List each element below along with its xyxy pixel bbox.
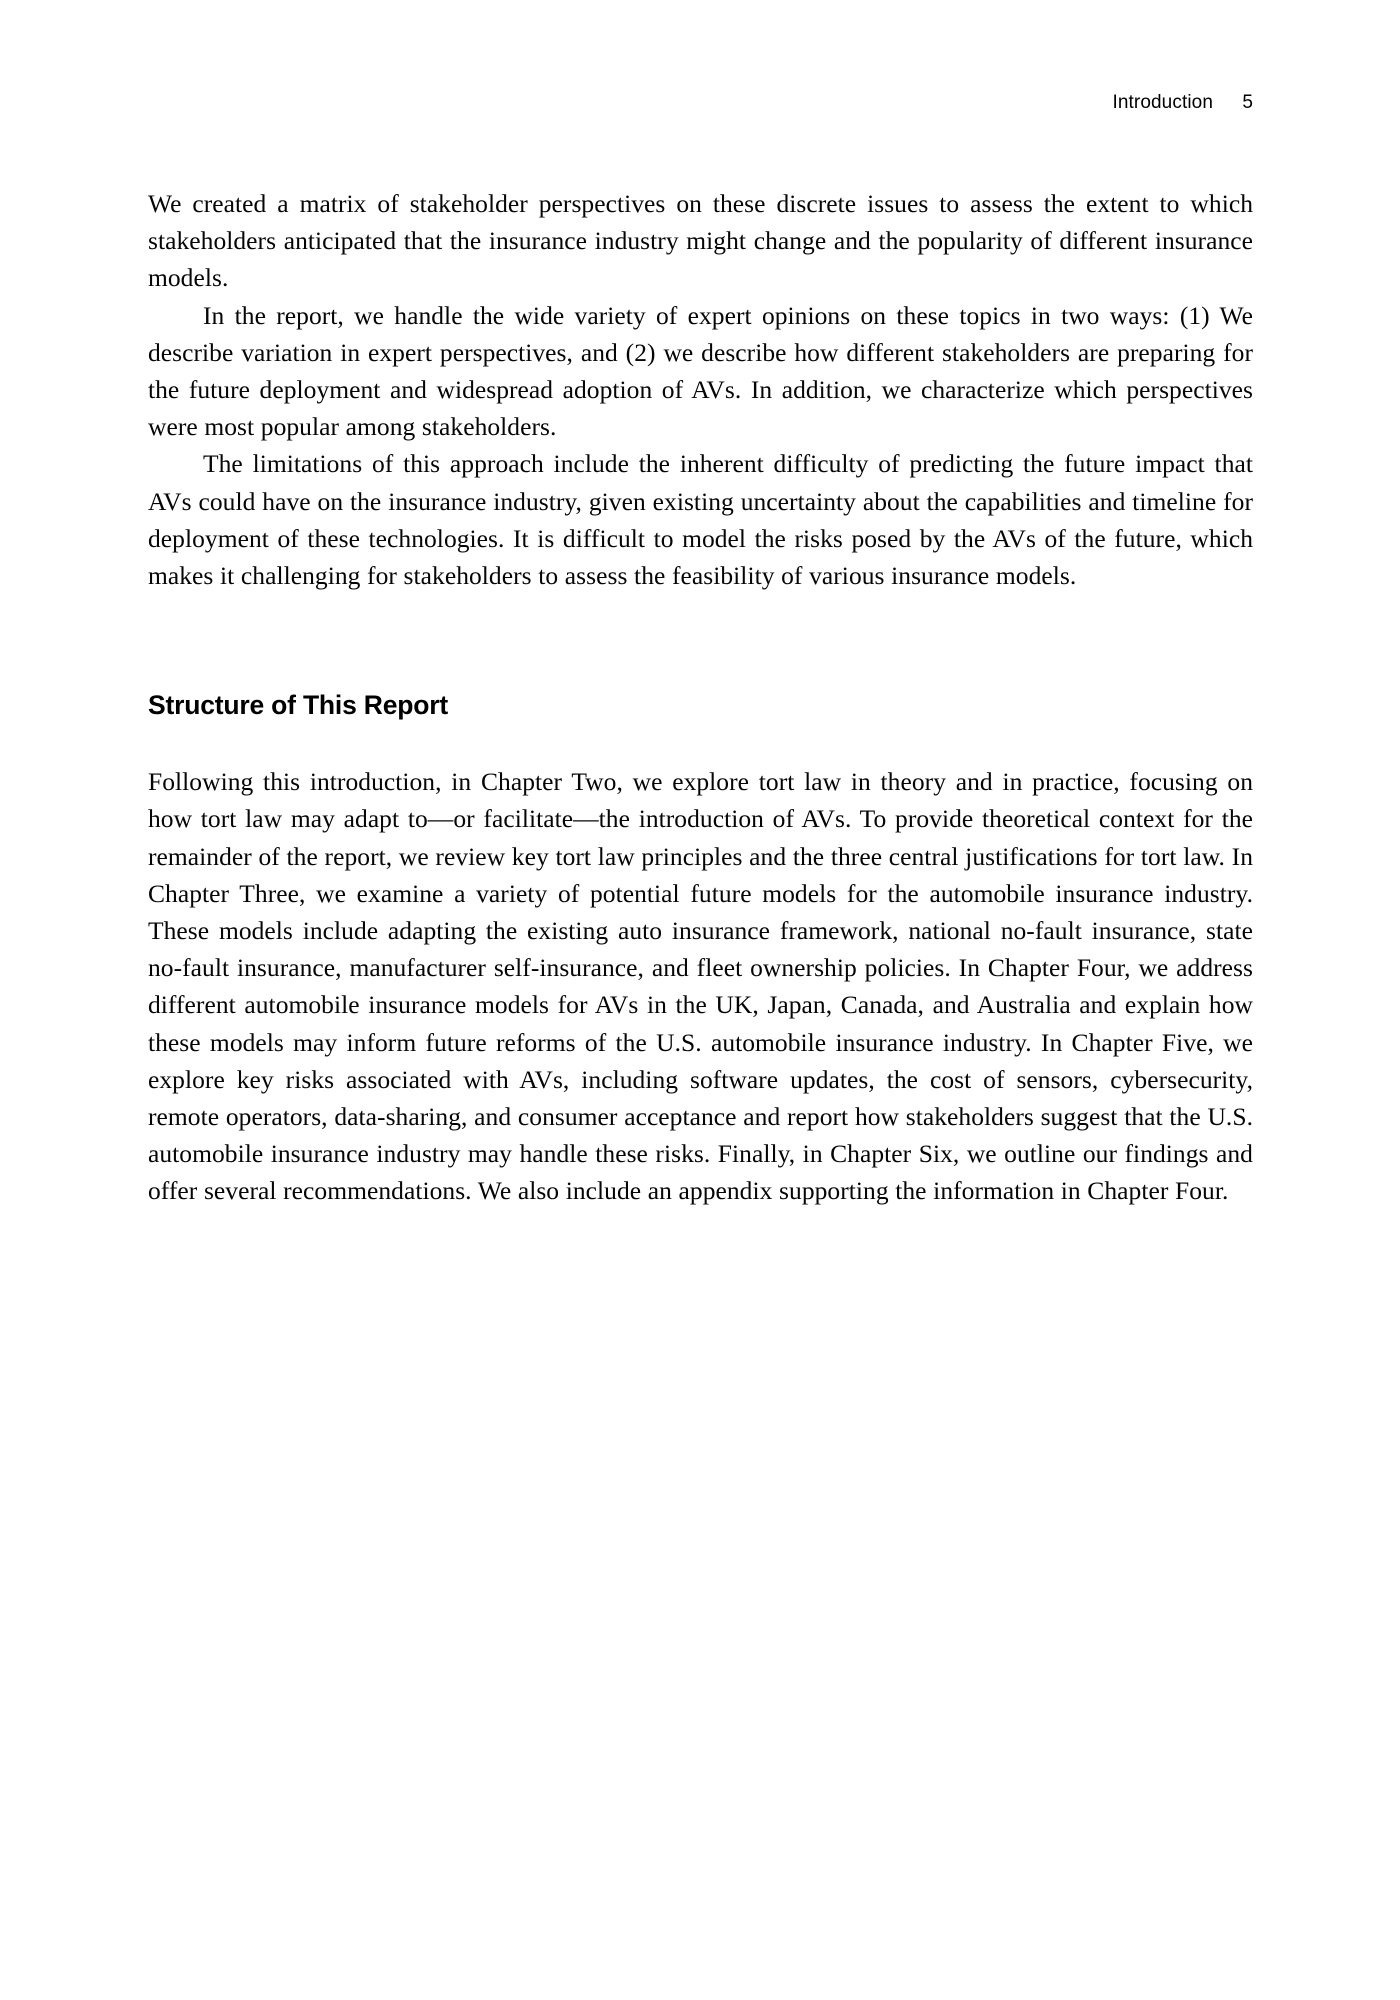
section-heading-structure-of-this-report: Structure of This Report: [148, 690, 448, 721]
paragraph-in-the-report: In the report, we handle the wide variety of expert opinions on these topics in two ways: (1) We describe variation in expert perspectives, and (2) we describe how different stakeholders are preparing for the future deployment and widespread adoption of AVs. In addition, we characterize which perspectives were most popular among stakeholders.: [148, 300, 1253, 442]
running-head: [148, 92, 1253, 114]
paragraph-structure-overview: Following this introduction, in Chapter Two, we explore tort law in theory and in practice, focusing on how tort law may adapt to—or facilitate—the introduction of AVs. To provide theoretical context for the remainder of the report, we review key tort law principles and the three central justifications for tort law. In Chapter Three, we examine a variety of potential future models for the automobile insurance industry. These models include adapting the existing auto insurance framework, national no-fault insurance, state no-fault insurance, manufacturer self-insurance, and fleet ownership policies. In Chapter Four, we address different automobile insurance models for AVs in the UK, Japan, Canada, and Australia and explain how these models may inform future reforms of the U.S. automobile insurance industry. In Chapter Five, we explore key risks associated with AVs, including software updates, the cost of sensors, cybersecurity, remote operators, data-sharing, and consumer acceptance and report how stakeholders suggest that the U.S. automobile insurance industry may handle these risks. Finally, in Chapter Six, we outline our findings and offer several recommendations. We also include an appendix supporting the information in Chapter Four.: [148, 767, 1253, 1206]
body-text-block: [148, 185, 1253, 1210]
spacer-after-heading: [148, 721, 1253, 763]
spacer-before-heading: [148, 594, 1253, 689]
running-head-title: Introduction: [1112, 92, 1213, 113]
paragraph-limitations: The limitations of this approach include the inherent difficulty of predicting the future impact that AVs could have on the insurance industry, given existing uncertainty about the capabilities and timeline for deployment of these technologies. It is difficult to model the risks posed by the AVs of the future, which makes it challenging for stakeholders to assess the feasibility of various insurance models.: [148, 449, 1253, 591]
page-number: 5: [1242, 92, 1253, 113]
paragraph-created-matrix: We created a matrix of stakeholder perspectives on these discrete issues to assess the extent to which stakeholders anticipated that the insurance industry might change and the popularity of different insurance models.: [148, 189, 1253, 293]
